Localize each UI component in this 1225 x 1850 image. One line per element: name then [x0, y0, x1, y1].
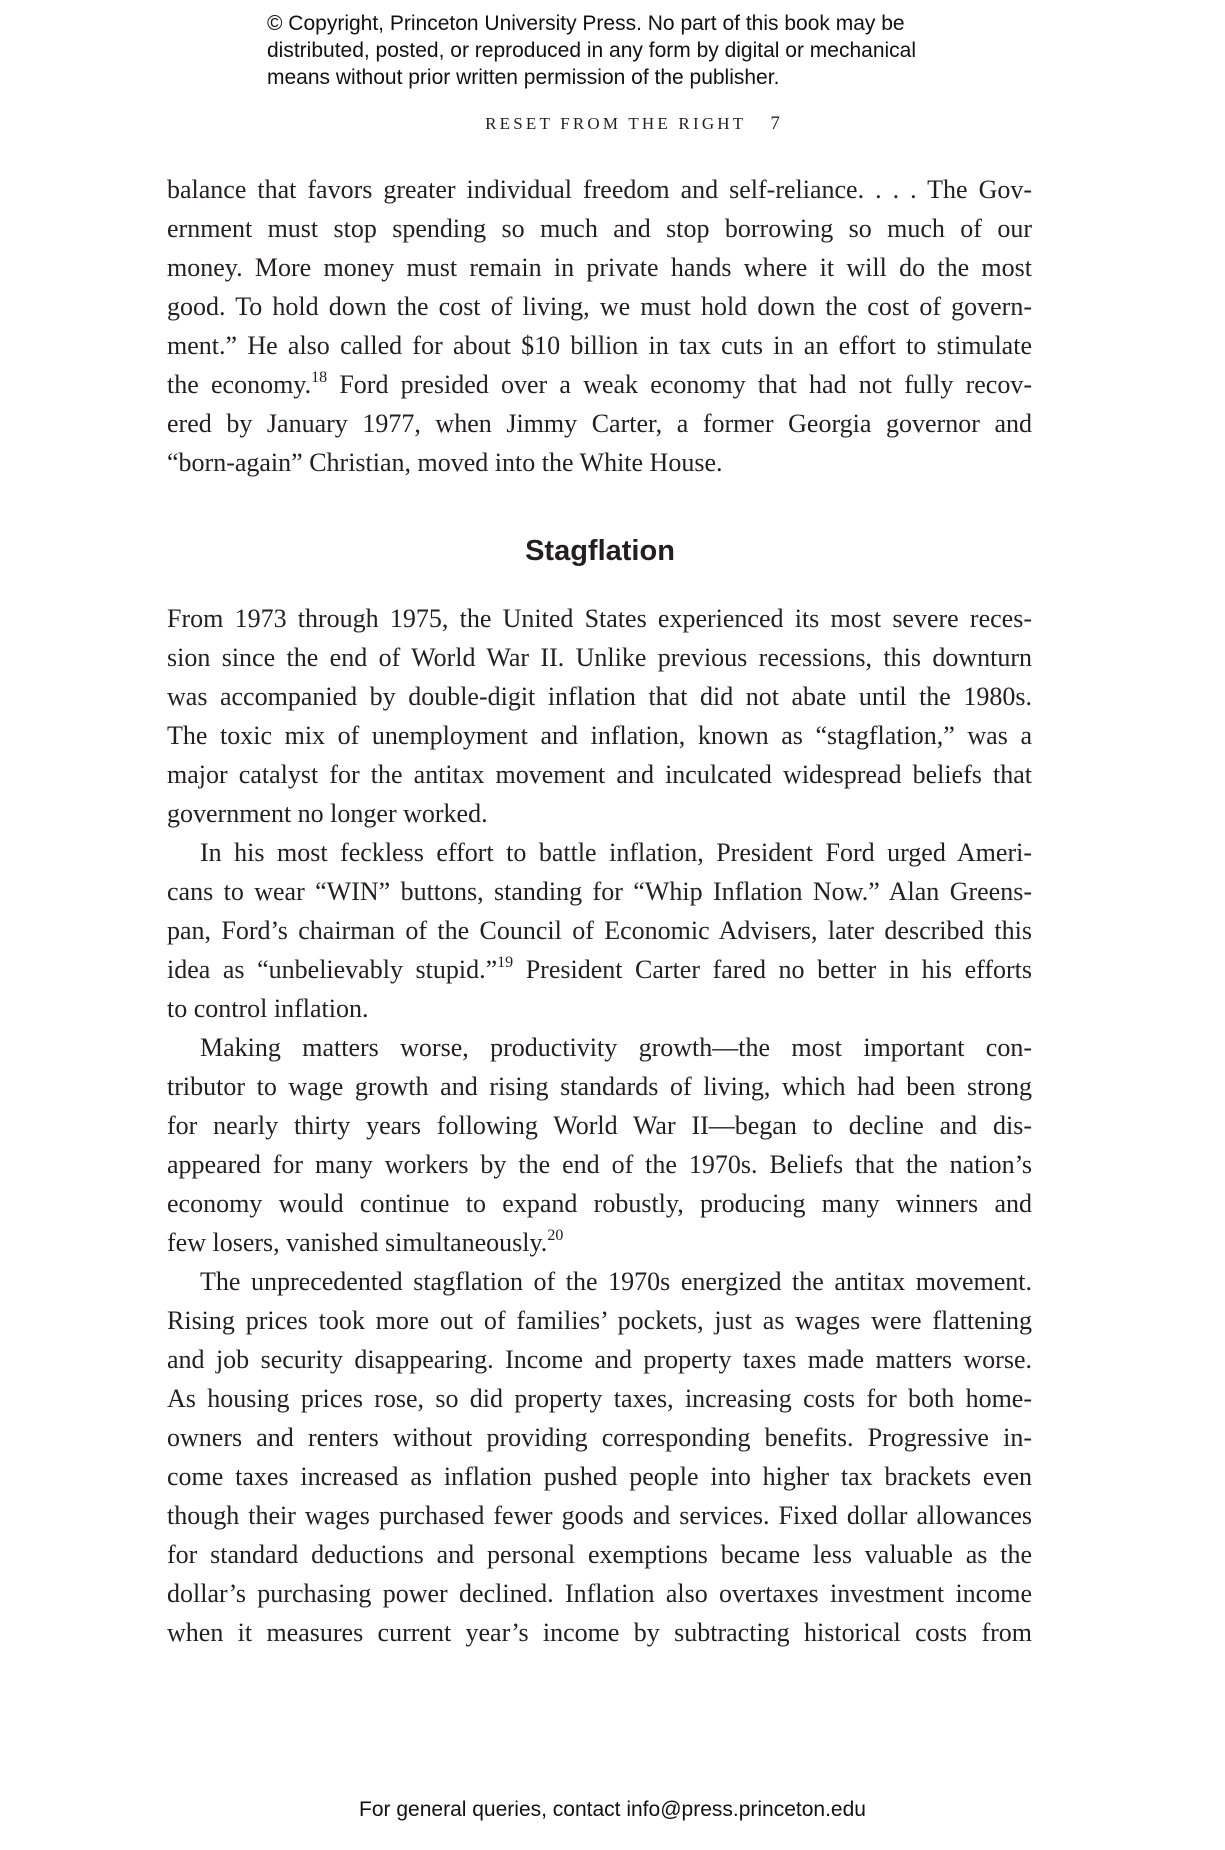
- text-line: good. To hold down the cost of living, we must hold down the cost of govern-: [167, 292, 1032, 321]
- text-line: money. More money must remain in private hands where it will do the most: [167, 253, 1032, 282]
- contact-footer: For general queries, contact info@press.princeton.edu: [359, 1798, 866, 1821]
- text-line: balance that favors greater individual freedom and self-reliance. . . . The Gov-: [167, 175, 1032, 204]
- text-line: [167, 1223, 1032, 1262]
- text-fragment: few losers, vanished simultaneously.: [167, 1228, 548, 1257]
- copyright-line: distributed, posted, or reproduced in any form by digital or mechanical: [267, 39, 917, 62]
- running-head-title: RESET FROM THE RIGHT: [485, 114, 747, 133]
- text-line: cans to wear “WIN” buttons, standing for “Whip Inflation Now.” Alan Greens-: [167, 877, 1032, 906]
- section-heading: Stagflation: [525, 535, 675, 567]
- opening-paragraph: [167, 170, 1032, 482]
- text-line: and job security disappearing. Income and property taxes made matters worse.: [167, 1345, 1032, 1374]
- copyright-line: means without prior written permission of the publisher.: [267, 66, 780, 89]
- text-line: when it measures current year’s income by subtracting historical costs from: [167, 1618, 1032, 1647]
- footnote-marker: 18: [311, 369, 328, 386]
- text-line: ment.” He also called for about $10 billion in tax cuts in an effort to stimulate: [167, 331, 1032, 360]
- text-line: come taxes increased as inflation pushed people into higher tax brackets even: [167, 1462, 1032, 1491]
- text-line: From 1973 through 1975, the United States experienced its most severe reces-: [167, 604, 1032, 633]
- text-line: appeared for many workers by the end of the 1970s. Beliefs that the nation’s: [167, 1150, 1032, 1179]
- text-line: The unprecedented stagflation of the 1970s energized the antitax movement.: [200, 1267, 1032, 1296]
- text-line: was accompanied by double-digit inflation that did not abate until the 1980s.: [167, 682, 1032, 711]
- text-fragment: the economy.: [167, 370, 312, 399]
- text-line: sion since the end of World War II. Unlike previous recessions, this downturn: [167, 643, 1032, 672]
- text-line: government no longer worked.: [167, 799, 488, 828]
- text-line: ernment must stop spending so much and stop borrowing so much of our: [167, 214, 1032, 243]
- text-line: [167, 365, 1032, 404]
- copyright-line: © Copyright, Princeton University Press. No part of this book may be: [267, 12, 905, 35]
- text-line: tributor to wage growth and rising standards of living, which had been strong: [167, 1072, 1032, 1101]
- text-line: economy would continue to expand robustly, producing many winners and: [167, 1189, 1032, 1218]
- text-line: though their wages purchased fewer goods and services. Fixed dollar allowances: [167, 1501, 1032, 1530]
- footnote-marker: 20: [547, 1227, 564, 1244]
- text-line: In his most feckless effort to battle inflation, President Ford urged Ameri-: [200, 838, 1032, 867]
- text-line: Making matters worse, productivity growth—the most important con-: [200, 1033, 1032, 1062]
- footnote-marker: 19: [497, 954, 514, 971]
- text-line: for nearly thirty years following World War II—began to decline and dis-: [167, 1111, 1032, 1140]
- copyright-notice: [267, 10, 1027, 91]
- text-line: [167, 950, 1032, 989]
- text-fragment: President Carter fared no better in his efforts: [513, 955, 1032, 984]
- text-line: As housing prices rose, so did property taxes, increasing costs for both home-: [167, 1384, 1032, 1413]
- text-line: dollar’s purchasing power declined. Inflation also overtaxes investment income: [167, 1579, 1032, 1608]
- page-number: 7: [770, 113, 780, 134]
- text-line: ered by January 1977, when Jimmy Carter, a former Georgia governor and: [167, 409, 1032, 438]
- section-body: [167, 599, 1032, 1652]
- text-fragment: idea as “unbelievably stupid.”: [167, 955, 498, 984]
- text-line: pan, Ford’s chairman of the Council of Economic Advisers, later described this: [167, 916, 1032, 945]
- text-line: owners and renters without providing corresponding benefits. Progressive in-: [167, 1423, 1032, 1452]
- text-line: “born-again” Christian, moved into the White House.: [167, 448, 723, 477]
- text-line: major catalyst for the antitax movement and inculcated widespread beliefs that: [167, 760, 1032, 789]
- text-line: The toxic mix of unemployment and inflation, known as “stagflation,” was a: [167, 721, 1032, 750]
- text-fragment: Ford presided over a weak economy that had not fully recov-: [327, 370, 1032, 399]
- text-line: for standard deductions and personal exemptions became less valuable as the: [167, 1540, 1032, 1569]
- running-head: [0, 113, 1225, 135]
- text-line: to control inflation.: [167, 994, 369, 1023]
- text-line: Rising prices took more out of families’ pockets, just as wages were flattening: [167, 1306, 1032, 1335]
